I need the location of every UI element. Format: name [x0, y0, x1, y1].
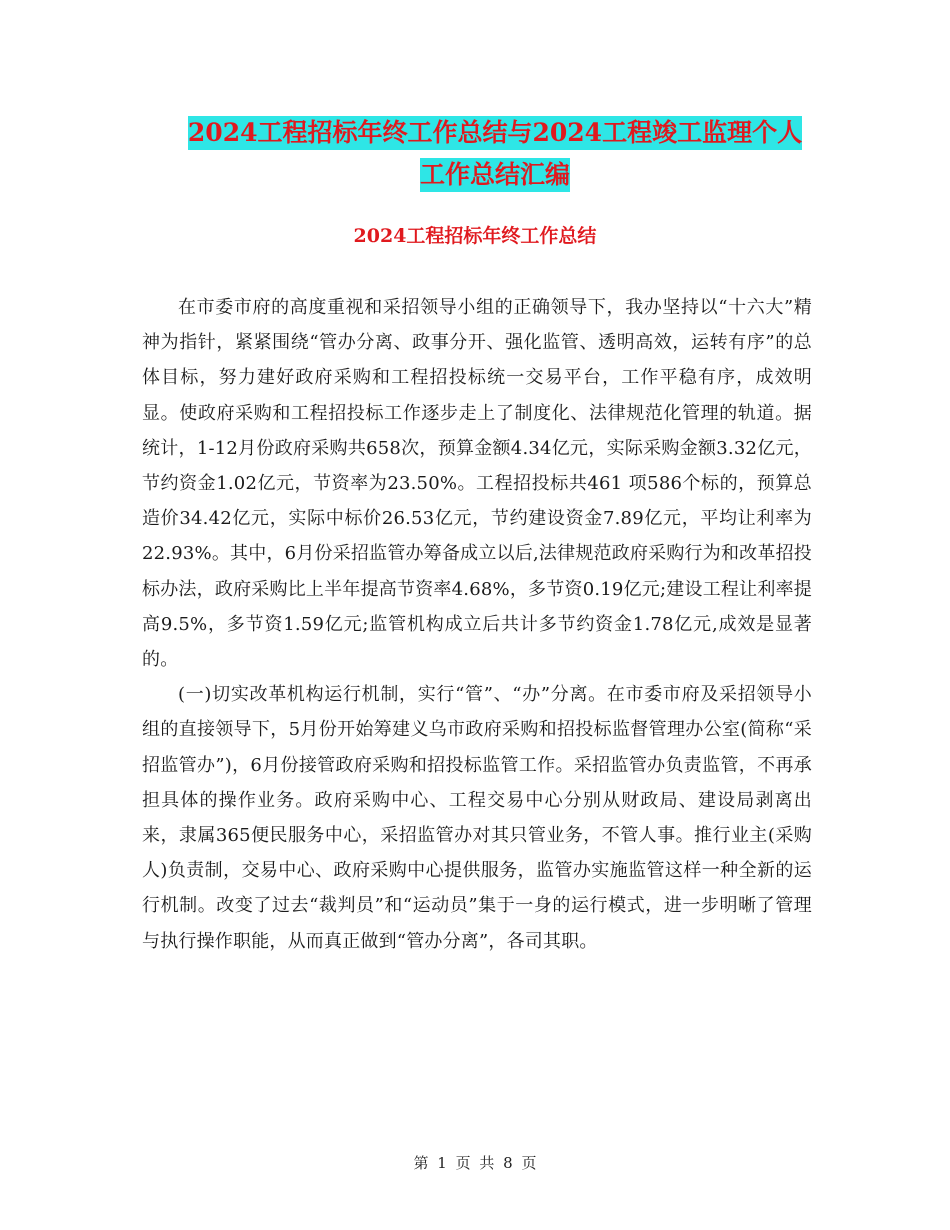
document-title-line-1: 2024工程招标年终工作总结与2024工程竣工监理个人	[188, 116, 802, 150]
document-title-line-2: 工作总结汇编	[420, 158, 570, 192]
document-body	[142, 290, 812, 959]
body-paragraph-2: (一)切实改革机构运行机制，实行“管”、“办”分离。在市委市府及采招领导小组的直接领导下，5月份开始筹建义乌市政府采购和招投标监督管理办公室(简称“采招监管办”)，6月份接管政府采购和招投标监管工作。采招监管办负责监管，不再承担具体的操作业务。政府采购中心、工程交易中心分别从财政局、建设局剥离出来，隶属365便民服务中心，采招监管办对其只管业务，不管人事。推行业主(采购人)负责制，交易中心、政府采购中心提供服务，监管办实施监管这样一种全新的运行机制。改变了过去“裁判员”和“运动员”集于一身的运行模式，进一步明晰了管理与执行操作职能，从而真正做到“管办分离”，各司其职。	[142, 684, 812, 952]
body-paragraph-1: 在市委市府的高度重视和采招领导小组的正确领导下，我办坚持以“十六大”精神为指针，紧紧围绕“管办分离、政事分开、强化监管、透明高效，运转有序”的总体目标，努力建好政府采购和工程招投标统一交易平台，工作平稳有序，成效明显。使政府采购和工程招投标工作逐步走上了制度化、法律规范化管理的轨道。据统计，1-12月份政府采购共658次，预算金额4.34亿元，实际采购金额3.32亿元，节约资金1.02亿元，节资率为23.50%。工程招投标共461 项586个标的，预算总造价34.42亿元，实际中标价26.53亿元，节约建设资金7.89亿元，平均让利率为22.93%。其中，6月份采招监管办筹备成立以后,法律规范政府采购行为和改革招投标办法，政府采购比上半年提高节资率4.68%，多节资0.19亿元;建设工程让利率提高9.5%，多节资1.59亿元;监管机构成立后共计多节约资金1.78亿元,成效是显著的。	[142, 297, 812, 671]
section-title: 2024工程招标年终工作总结	[353, 225, 597, 247]
page-number-footer: 第 1 页 共 8 页	[413, 1154, 537, 1172]
document-title	[140, 112, 850, 196]
